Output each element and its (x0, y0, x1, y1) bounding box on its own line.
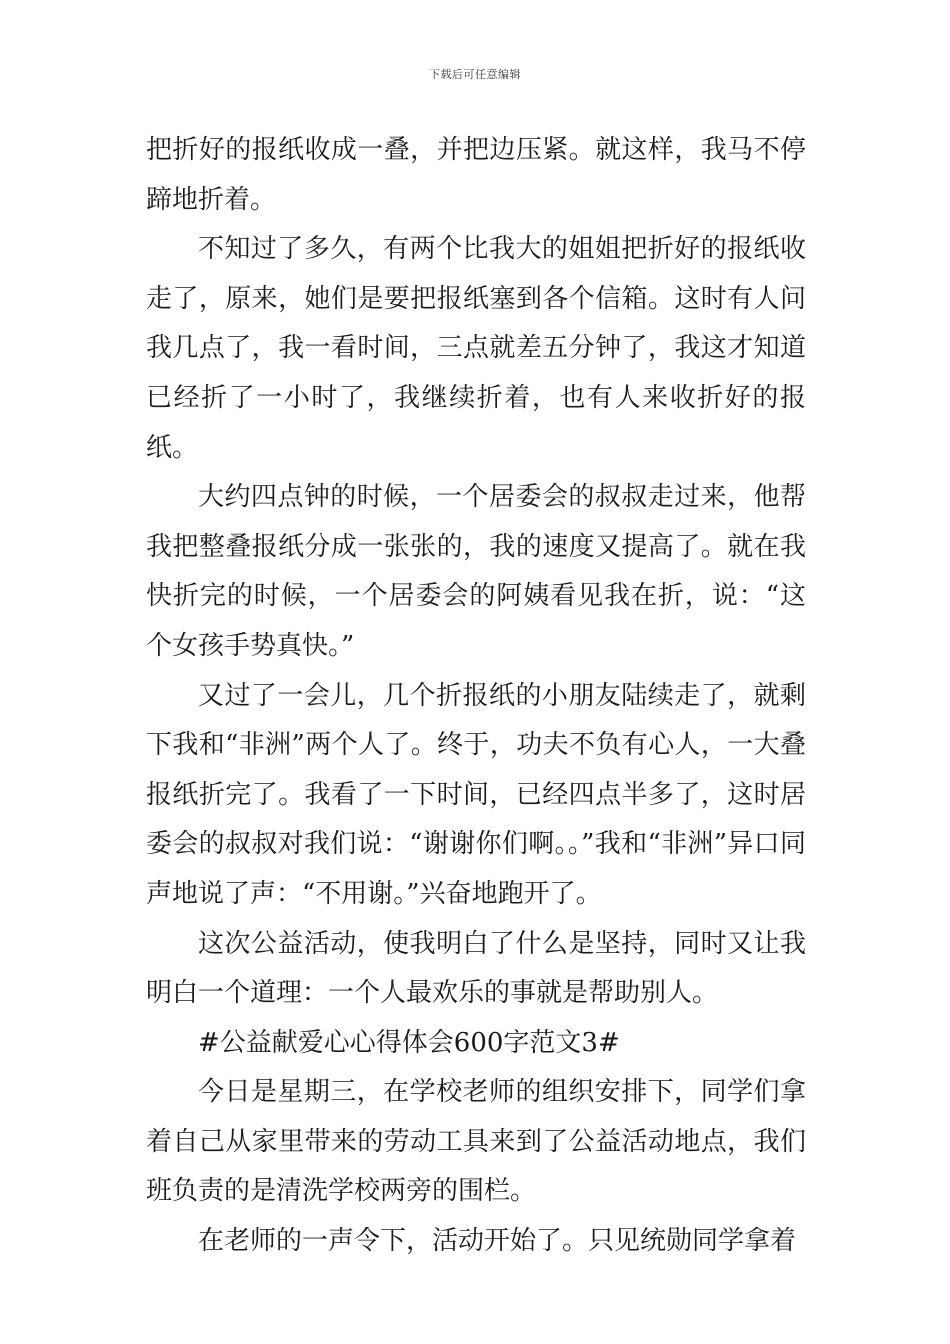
paragraph-5: 这次公益活动，使我明白了什么是坚持，同时又让我明白一个道理：一个人最欢乐的事就是帮助别人。 (146, 928, 806, 1009)
paragraph-3: 大约四点钟的时候，一个居委会的叔叔走过来，他帮我把整叠报纸分成一张张的，我的速度又提高了。就在我快折完的时候，一个居委会的阿姨看见我在折，说：“这个女孩手势真快。” (146, 482, 806, 661)
section-heading: #公益献爱心心得体会600字范文3# (198, 1027, 620, 1058)
page-header: 下载后可任意编辑 (429, 68, 521, 81)
paragraph-7: 在老师的一声令下，活动开始了。只见统勋同学拿着 (198, 1226, 797, 1257)
document-body (146, 126, 806, 1267)
paragraph-2: 不知过了多久，有两个比我大的姐姐把折好的报纸收走了，原来，她们是要把报纸塞到各个信箱。这时有人问我几点了，我一看时间，三点就差五分钟了，我这才知道已经折了一小时了，我继续折着，也有人来收折好的报纸。 (146, 234, 806, 463)
paragraph-1: 把折好的报纸收成一叠，并把边压紧。就这样，我马不停蹄地折着。 (146, 135, 806, 215)
paragraph-6: 今日是星期三，在学校老师的组织安排下，同学们拿着自己从家里带来的劳动工具来到了公益活动地点，我们班负责的是清洗学校两旁的围栏。 (146, 1077, 806, 1207)
paragraph-4: 又过了一会儿，几个折报纸的小朋友陆续走了，就剩下我和“非洲”两个人了。终于，功夫不负有心人，一大叠报纸折完了。我看了一下时间，已经四点半多了，这时居委会的叔叔对我们说：“谢谢你们啊。。”我和“非洲”异口同声地说了声：“不用谢。”兴奋地跑开了。 (146, 680, 806, 909)
